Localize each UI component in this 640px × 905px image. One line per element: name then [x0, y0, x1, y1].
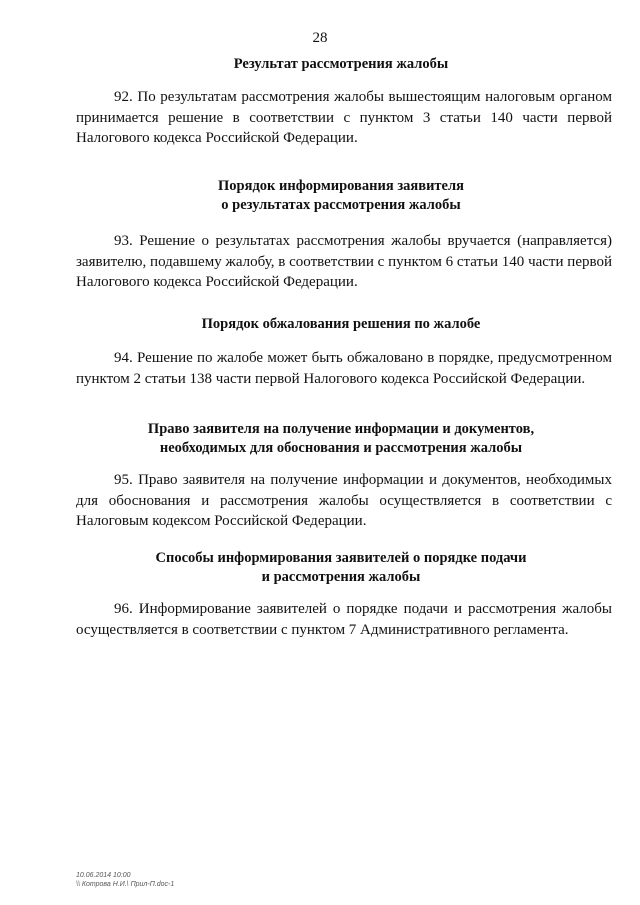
paragraph-93: 93. Решение о результатах рассмотрения жалобы вручается (направляется) заявителю, подавшему жалобу, в соответствии с пунктом 6 статьи 140 части первой Налогового кодекса Российской Федерации. [76, 233, 612, 290]
heading-line: Результат рассмотрения жалобы [233, 56, 449, 72]
section-heading-appeal [70, 315, 612, 334]
heading-line: Порядок обжалования решения по жалобе [201, 316, 481, 332]
heading-line: о результатах рассмотрения жалобы [221, 197, 461, 213]
heading-line: Право заявителя на получение информации и документов, [147, 421, 535, 437]
heading-line: Способы информирования заявителей о порядке подачи [155, 550, 527, 566]
page-number: 28 [312, 30, 328, 46]
footer-date: 10.06.2014 10:00 [76, 872, 131, 879]
section-heading-methods [70, 549, 612, 587]
heading-line: необходимых для обоснования и рассмотрения жалобы [159, 440, 523, 456]
footer-stamp [76, 871, 174, 889]
section-heading-informing [70, 177, 612, 215]
paragraph-94: 94. Решение по жалобе может быть обжаловано в порядке, предусмотренном пунктом 2 статьи 138 части первой Налогового кодекса Российской Федерации. [76, 350, 612, 387]
heading-line: и рассмотрения жалобы [261, 569, 421, 585]
heading-line: Порядок информирования заявителя [218, 178, 464, 194]
paragraph-96: 96. Информирование заявителей о порядке подачи и рассмотрения жалобы осуществляется в соответствии с пунктом 7 Административного регламента. [76, 601, 612, 638]
section-heading-right-to-info [70, 420, 612, 458]
footer-file-path: \\ Котрова Н.И.\ Прил-П.doc-1 [76, 881, 175, 888]
paragraph-95: 95. Право заявителя на получение информации и документов, необходимых для обоснования и рассмотрения жалобы осуществляется в соответствии с Налоговым кодексом Российской Федерации. [76, 472, 612, 529]
paragraph-92: 92. По результатам рассмотрения жалобы вышестоящим налоговым органом принимается решение в соответствии с пунктом 3 статьи 140 части первой Налогового кодекса Российской Федерации. [76, 89, 612, 146]
section-heading-result [70, 55, 612, 74]
